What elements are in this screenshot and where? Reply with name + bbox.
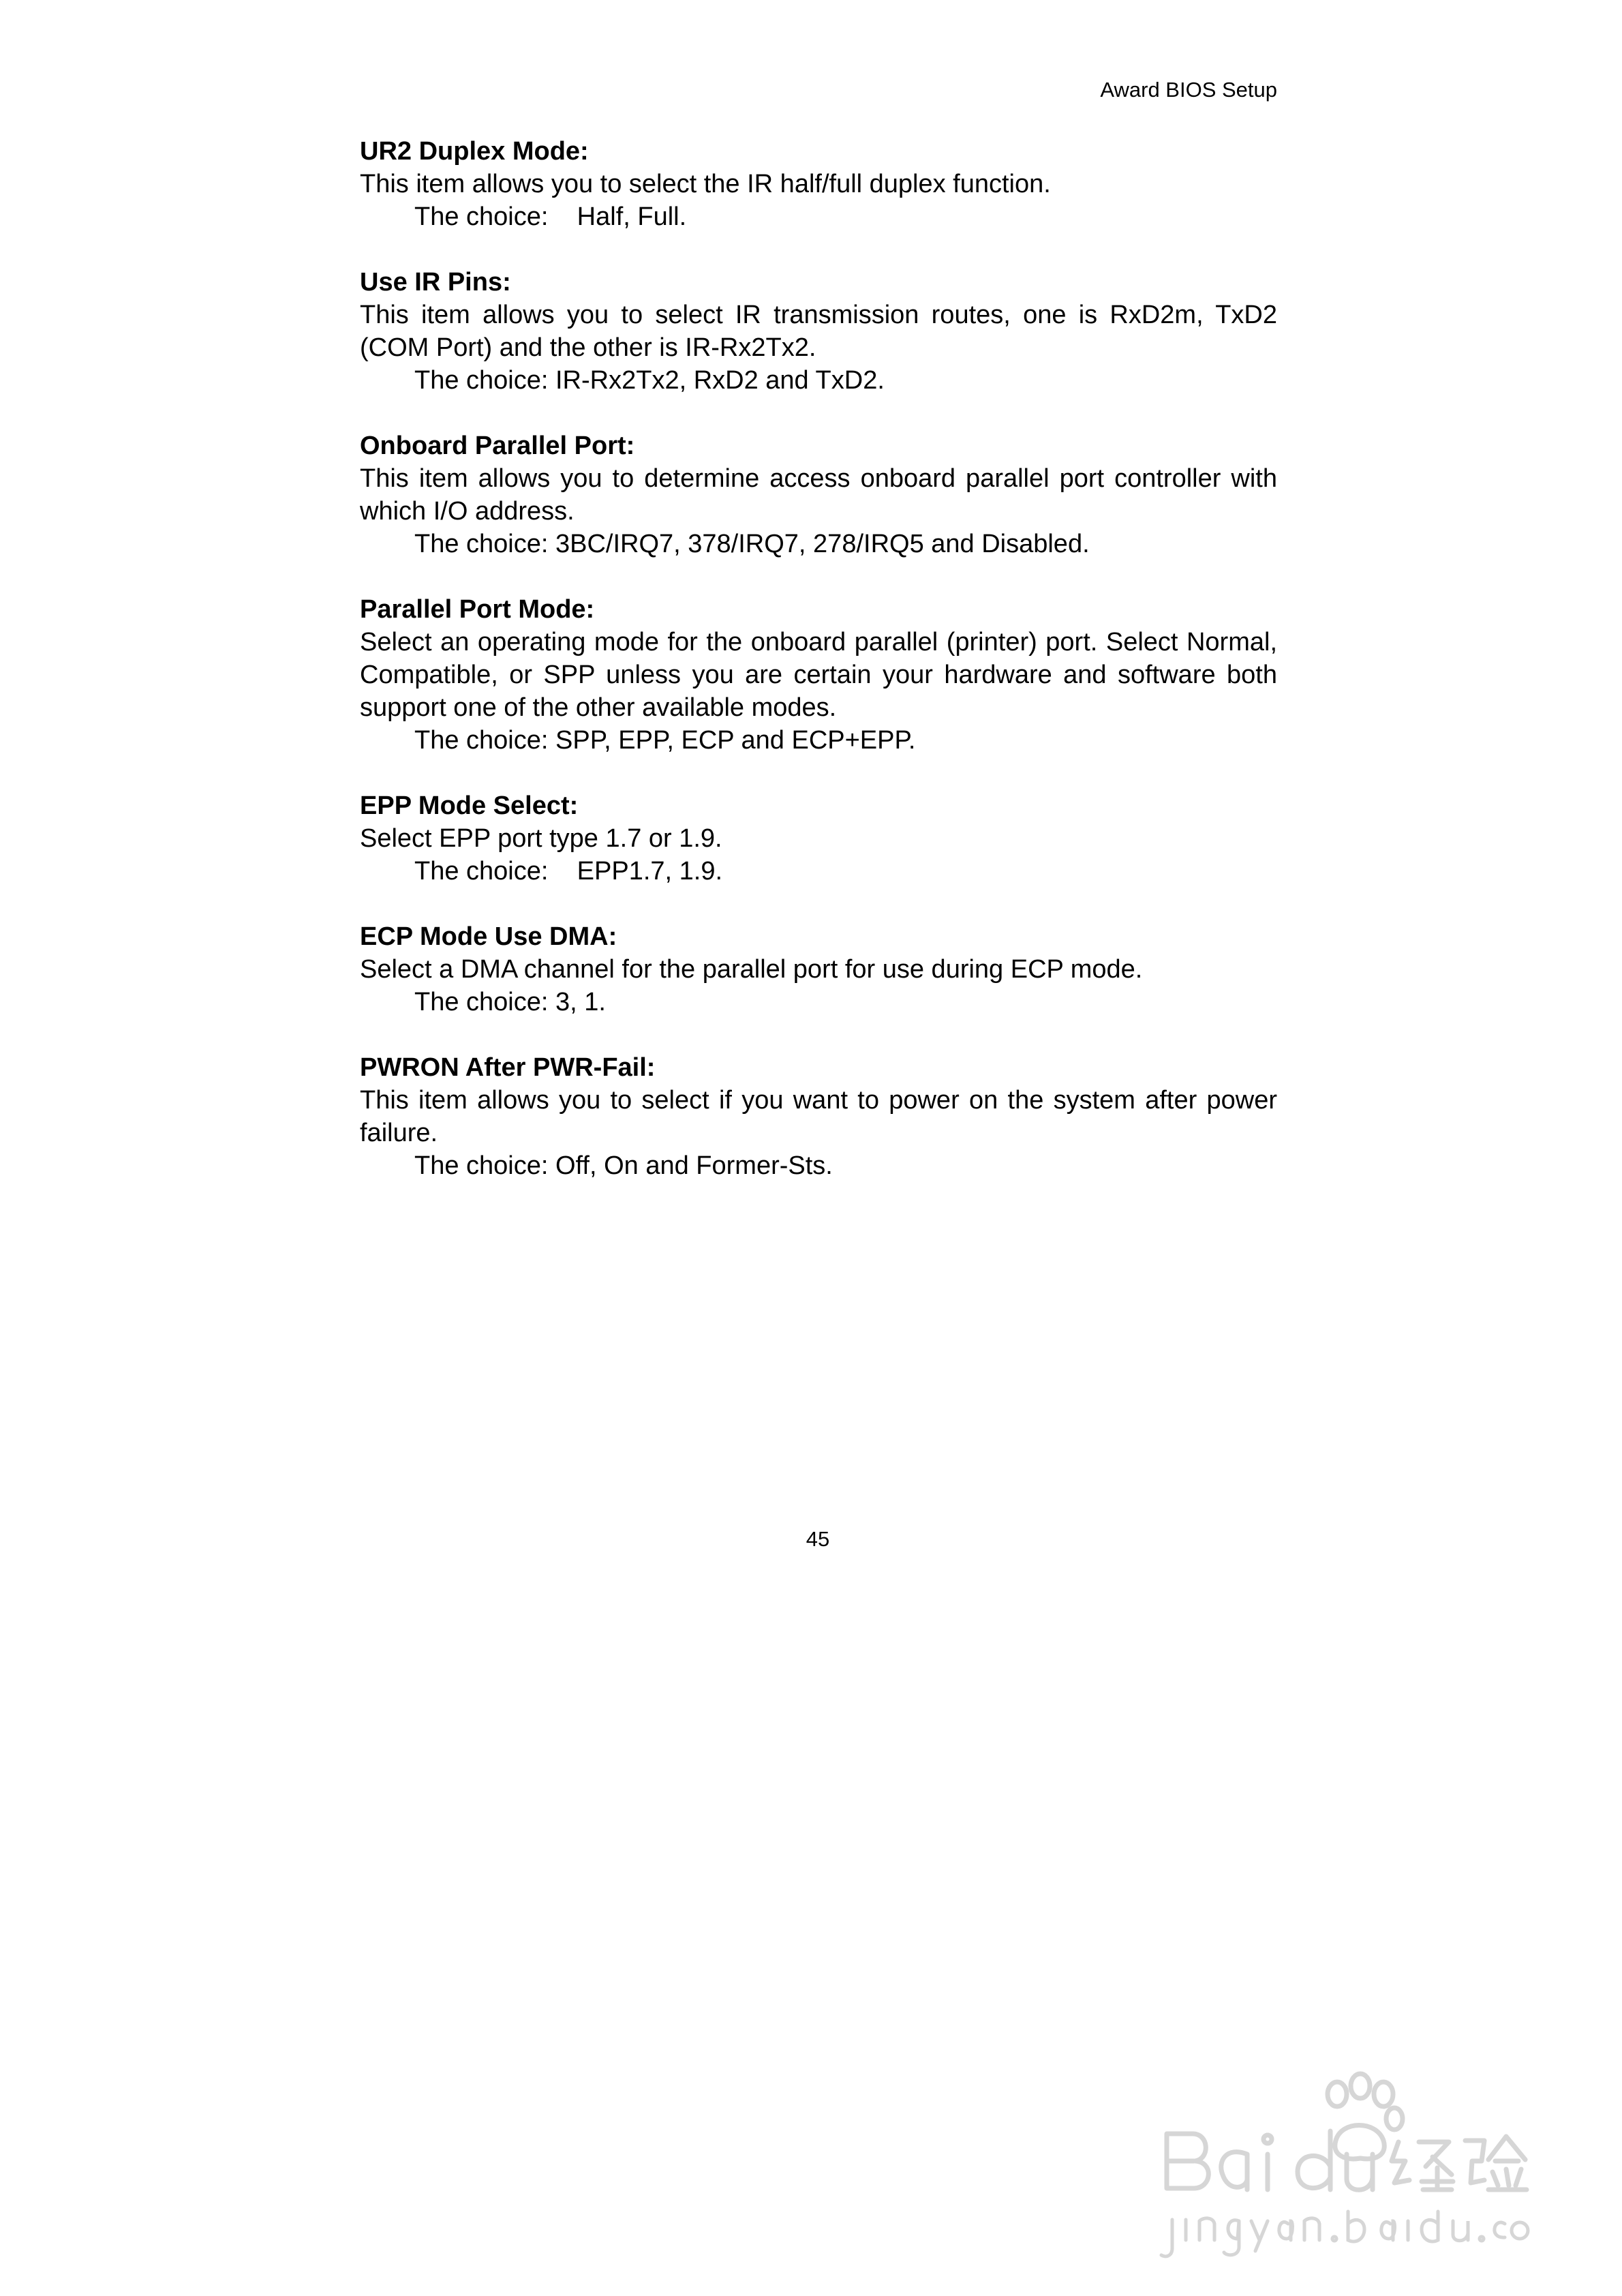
logo-text-bai [1167, 2134, 1272, 2190]
logo-text-jingyan [1392, 2136, 1527, 2190]
section-choice: The choice: 3BC/IRQ7, 378/IRQ7, 278/IRQ5 and Disabled. [414, 530, 1090, 558]
section-use-ir-pins [360, 266, 1277, 397]
section-title: EPP Mode Select: [360, 791, 579, 820]
section-choice: The choice: 3, 1. [414, 988, 606, 1016]
section-parallel-port-mode [360, 593, 1277, 757]
running-header: Award BIOS Setup [1100, 78, 1277, 102]
section-title: Parallel Port Mode: [360, 595, 595, 624]
section-pwron-after-pwr-fail [360, 1051, 1277, 1182]
section-ur2-duplex-mode [360, 135, 1277, 233]
section-description: Select a DMA channel for the parallel port for use during ECP mode. [360, 955, 1143, 984]
section-title: Use IR Pins: [360, 268, 511, 297]
section-title: Onboard Parallel Port: [360, 432, 635, 460]
baidu-jingyan-watermark-logo [1152, 2066, 1533, 2270]
section-description: Select an operating mode for the onboard parallel (printer) port. Select Normal, Compatible, or SPP unless you are certain your hardware and software both support one of the other available modes. [360, 628, 1277, 722]
section-title: PWRON After PWR-Fail: [360, 1053, 656, 1082]
section-onboard-parallel-port [360, 429, 1277, 560]
page-number: 45 [806, 1527, 830, 1551]
section-title: ECP Mode Use DMA: [360, 922, 617, 951]
document-content [360, 135, 1277, 1215]
section-description: This item allows you to determine access onboard parallel port controller with which I/O address. [360, 464, 1277, 526]
section-title: UR2 Duplex Mode: [360, 137, 589, 166]
section-description: This item allows you to select if you want to power on the system after power failure. [360, 1086, 1277, 1147]
section-choice: The choice: IR-Rx2Tx2, RxD2 and TxD2. [414, 366, 885, 395]
paw-print-icon [1328, 2074, 1403, 2159]
section-epp-mode-select [360, 789, 1277, 888]
watermark-url-lettering [1161, 2211, 1528, 2256]
section-ecp-mode-use-dma [360, 920, 1277, 1018]
section-description: Select EPP port type 1.7 or 1.9. [360, 824, 722, 853]
section-description: This item allows you to select the IR half/full duplex function. [360, 170, 1051, 198]
section-choice: The choice: Off, On and Former-Sts. [414, 1151, 833, 1180]
section-choice: The choice: Half, Full. [414, 202, 687, 231]
section-description: This item allows you to select IR transmission routes, one is RxD2m, TxD2 (COM Port) and the other is IR-Rx2Tx2. [360, 301, 1277, 362]
section-choice: The choice: SPP, EPP, ECP and ECP+EPP. [414, 726, 916, 755]
section-choice: The choice: EPP1.7, 1.9. [414, 857, 723, 886]
